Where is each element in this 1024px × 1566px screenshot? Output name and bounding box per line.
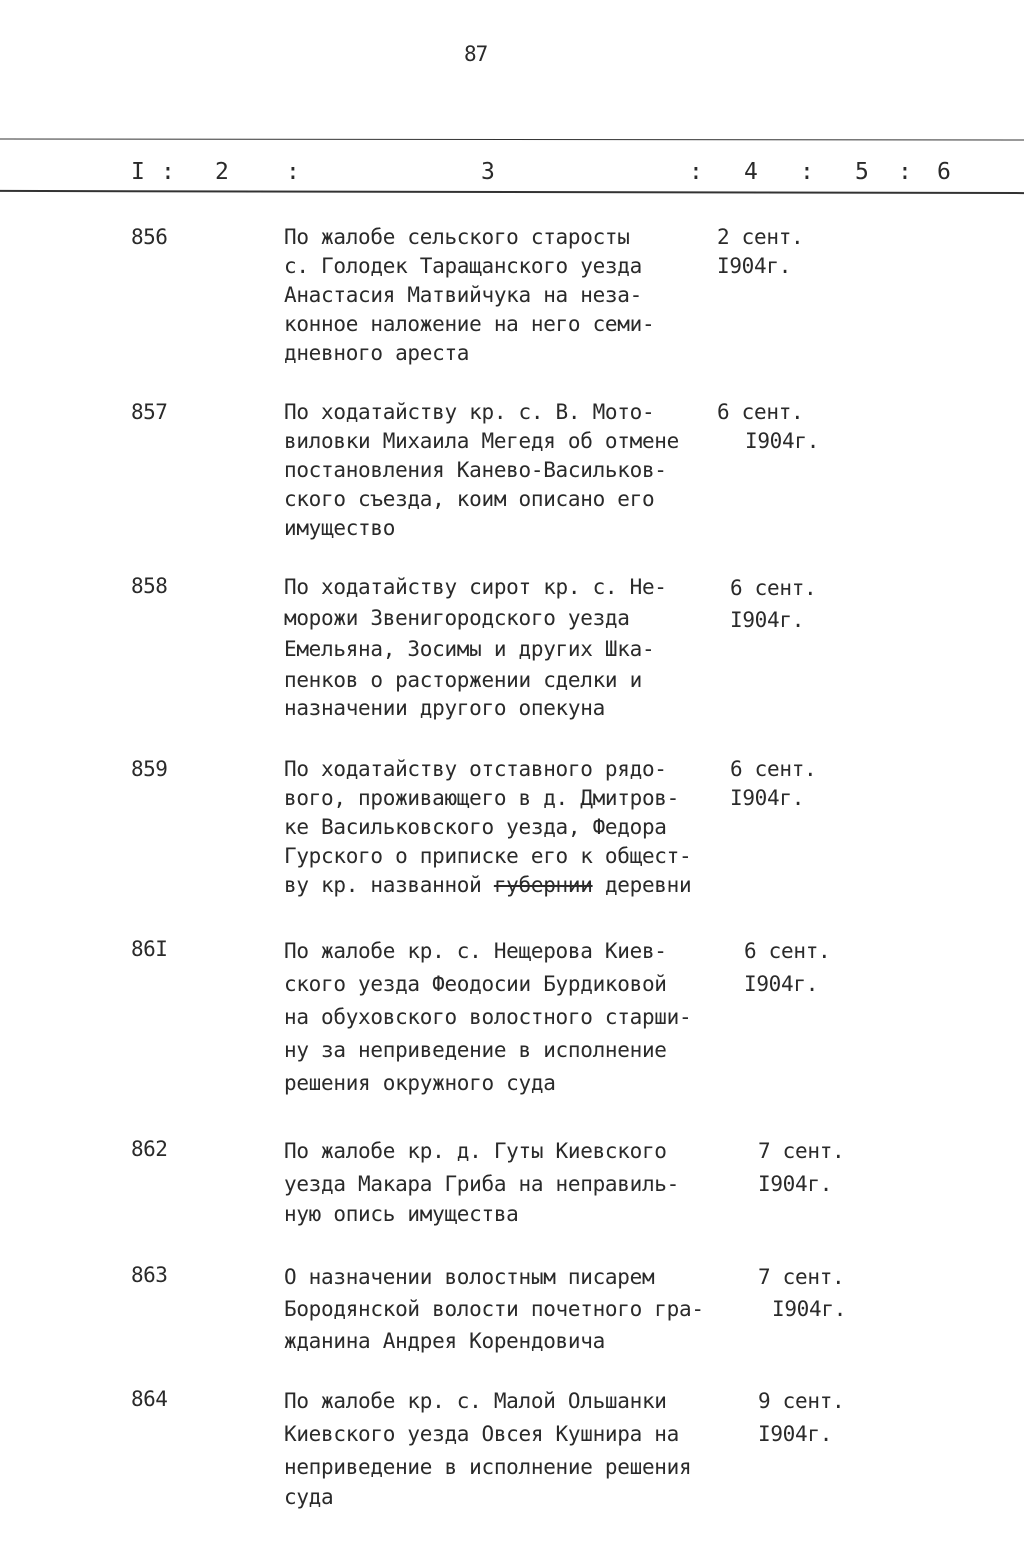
entry-description <box>284 223 754 368</box>
header-bottom-rule <box>0 190 1024 194</box>
date-day-month: 6 сент. <box>730 576 817 600</box>
date-year: I904г. <box>758 1422 833 1446</box>
entry-date <box>730 572 816 636</box>
description-line: По жалобе кр. с. Нещерова Киев- <box>284 939 667 963</box>
description-line: По ходатайству сирот кр. с. Не- <box>284 575 667 599</box>
description-line: ского съезда, коим описано его <box>284 487 655 511</box>
entry-number: 86I <box>131 937 168 961</box>
date-year: I904г. <box>745 429 820 453</box>
description-line: Гурского о приписке его к общест- <box>284 844 692 868</box>
date-day-month: 7 сент. <box>758 1139 845 1163</box>
entry-date <box>744 935 830 1001</box>
header-col-5: 5 <box>855 159 869 185</box>
entry-description <box>284 755 754 900</box>
date-year: I904г. <box>758 1172 833 1196</box>
description-line: уезда Макара Гриба на неправиль- <box>284 1172 679 1196</box>
description-line: назначении другого опекуна <box>284 696 605 720</box>
description-line <box>284 871 754 900</box>
header-separator: : <box>689 159 703 185</box>
description-line-end: деревни <box>604 873 692 897</box>
description-line: О назначении волостным писарем <box>284 1265 655 1289</box>
date-day-month: 6 сент. <box>730 757 817 781</box>
entry-date <box>758 1135 844 1201</box>
entry-number: 864 <box>131 1387 168 1411</box>
description-line: ского уезда Феодосии Бурдиковой <box>284 972 667 996</box>
date-year: I904г. <box>717 254 792 278</box>
description-line: По жалобе кр. д. Гуты Киевского <box>284 1139 667 1163</box>
date-year: I904г. <box>772 1297 847 1321</box>
entry-description <box>284 1135 754 1228</box>
date-day-month: 9 сент. <box>758 1389 845 1413</box>
header-col-1: I <box>131 159 145 185</box>
description-line: Емельяна, Зосимы и других Шка- <box>284 637 655 661</box>
description-line: с. Голодек Таращанского уезда <box>284 254 642 278</box>
date-day-month: 7 сент. <box>758 1265 845 1289</box>
description-line: ке Васильковского уезда, Федора <box>284 815 667 839</box>
header-separator: : <box>286 159 300 185</box>
entry-number: 858 <box>131 574 168 598</box>
description-line: виловки Михаила Мегедя об отмене <box>284 429 679 453</box>
entry-description <box>284 1261 754 1357</box>
page-number: 87 <box>464 42 488 66</box>
entry-description <box>284 1385 754 1510</box>
description-line: По жалобе кр. с. Малой Ольшанки <box>284 1389 667 1413</box>
description-line: Киевского уезда Овсея Кушнира на <box>284 1422 679 1446</box>
entry-description <box>284 935 754 1100</box>
description-line: суда <box>284 1485 334 1509</box>
date-day-month: 6 сент. <box>744 939 831 963</box>
header-col-6: 6 <box>937 159 951 185</box>
description-line: решения окружного суда <box>284 1071 556 1095</box>
struck-out-word: губернии <box>493 873 593 897</box>
description-line: морожи Звенигородского уезда <box>284 606 630 630</box>
description-line-start: ву кр. названной <box>284 873 482 897</box>
header-col-4: 4 <box>744 159 758 185</box>
entry-date <box>758 1385 844 1451</box>
date-year: I904г. <box>730 786 805 810</box>
entry-number: 857 <box>131 400 168 424</box>
description-line: ну за неприведение в исполнение <box>284 1038 667 1062</box>
date-day-month: 6 сент. <box>717 400 804 424</box>
entry-description <box>284 572 754 720</box>
date-day-month: 2 сент. <box>717 225 804 249</box>
header-separator: : <box>800 159 814 185</box>
description-line: Бородянской волости почетного гра- <box>284 1297 704 1321</box>
description-line: имущество <box>284 516 396 540</box>
header-col-3: 3 <box>481 159 495 185</box>
entry-date <box>717 223 803 281</box>
description-line: Анастасия Матвийчука на неза- <box>284 283 642 307</box>
description-line: По жалобе сельского старосты <box>284 225 630 249</box>
description-line: пенков о расторжении сделки и <box>284 668 642 692</box>
entry-number: 863 <box>131 1263 168 1287</box>
header-separator: : <box>898 159 912 185</box>
top-rule <box>0 138 1024 140</box>
entry-date <box>717 398 819 456</box>
description-line: постановления Канево-Васильков- <box>284 458 667 482</box>
header-col-2: 2 <box>215 159 229 185</box>
description-line: вого, проживающего в д. Дмитров- <box>284 786 679 810</box>
description-line: конное наложение на него семи- <box>284 312 655 336</box>
description-line: на обуховского волостного старши- <box>284 1005 692 1029</box>
description-line: По ходатайству кр. с. В. Мото- <box>284 400 655 424</box>
entry-number: 856 <box>131 225 168 249</box>
date-year: I904г. <box>730 608 805 632</box>
header-separator: : <box>161 159 175 185</box>
description-line: дневного ареста <box>284 341 470 365</box>
entry-number: 862 <box>131 1137 168 1161</box>
description-line: По ходатайству отставного рядо- <box>284 757 667 781</box>
description-line: ную опись имущества <box>284 1202 519 1226</box>
entry-number: 859 <box>131 757 168 781</box>
entry-description <box>284 398 754 543</box>
entry-date <box>730 755 816 813</box>
entry-date <box>758 1261 846 1325</box>
description-line: неприведение в исполнение решения <box>284 1455 692 1479</box>
date-year: I904г. <box>744 972 819 996</box>
description-line: жданина Андрея Корендовича <box>284 1329 605 1353</box>
